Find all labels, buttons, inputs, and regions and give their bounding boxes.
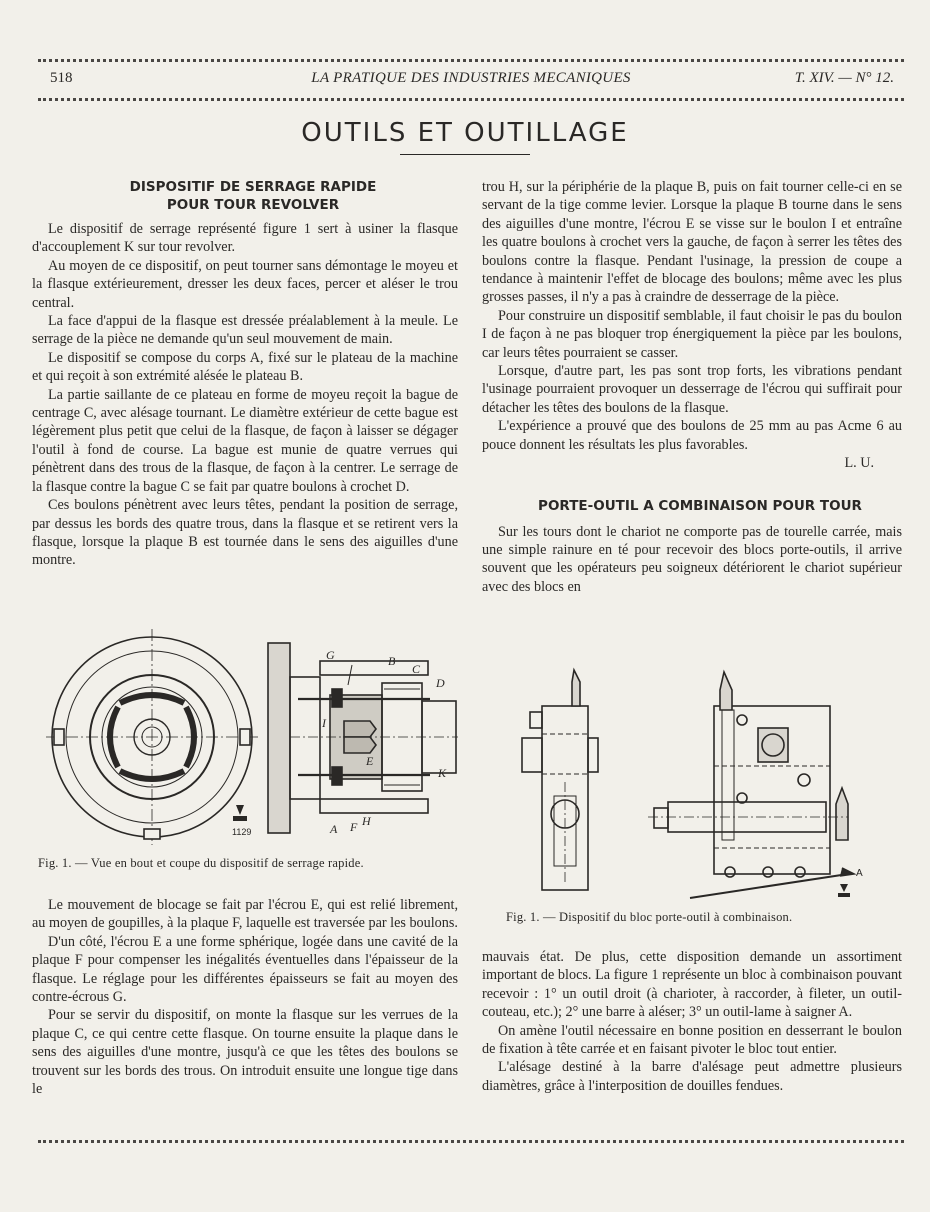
fig-label-a: A — [330, 822, 338, 836]
fig-label-g: G — [326, 648, 335, 662]
tool-holder-figure — [518, 662, 902, 902]
paragraph: Sur les tours dont le chariot ne comporte pas de tourelle carrée, mais une simple rainure en té pour recevoir des blocs porte-outils, il arrive souvent que les opérateurs peu soigneux détériorent le chariot supérieur avec des blocs en — [482, 523, 902, 595]
fig-label-k: K — [438, 766, 447, 780]
paragraph: Ces boulons pénètrent avec leurs têtes, pendant la position de serrage, par dessus les bords des quatre trous, dans la flasque et se retirent vers la flasque, lorsque la plaque B est tournée dans le sens des aiguilles d'une montre. — [32, 497, 458, 569]
publisher-monogram-icon — [233, 805, 247, 821]
page-number: 518 — [50, 70, 73, 86]
fig-label-f: F — [350, 820, 358, 834]
volume-issue: T. XIV. — N° 12. — [794, 70, 894, 86]
paragraph: mauvais état. De plus, cette disposition demande un assortiment important de blocs. La figure 1 représente un bloc à combinaison pouvant recevoir : 1° un outil droit (à charioter, à raccorder, à fileter, un outil-couteau, etc.); 2° une barre à aléser; 3° un outil-lame à saigner A. — [482, 949, 902, 1021]
tool-holder-front-view — [648, 672, 854, 898]
fig-label-h: H — [362, 814, 371, 828]
fig-label-c: C — [412, 662, 421, 676]
running-header — [40, 66, 902, 90]
figure-number: 1129 — [232, 827, 252, 837]
paragraph: trou H, sur la périphérie de la plaque B, puis on fait tourner celle-ci en se servant de la tige comme levier. Lorsque la plaque B tourne dans le sens des aiguilles d'une montre, l'écrou E se visse sur le boulon I et entraîne les quatre boulons à crochet vers la gauche, de façon à serrer les têtes des boulons contre la flasque. Pendant l'usinage, la pression de coupe a tendance à maintenir l'effet de blocage des boulons; même avec les plus grosses passes, il n'y a pas à craindre de desserrage de la pièce. — [482, 179, 902, 306]
paragraph: Pour construire un dispositif semblable, il faut choisir le pas du boulon I de façon à ne pas bloquer trop énergiquement la pièce par les boulons, car leurs têtes pourraient se casser. — [482, 307, 902, 361]
fig-label-b: B — [388, 654, 396, 668]
fig-label-d: D — [436, 676, 445, 690]
article1-title-line1: DISPOSITIF DE SERRAGE RAPIDE — [129, 179, 377, 195]
paragraph: Le dispositif se compose du corps A, fixé sur le plateau de la machine et qui reçoit à son extrémité alésée le plateau B. — [32, 349, 458, 385]
left-column-top — [32, 178, 458, 570]
paragraph: D'un côté, l'écrou E a une forme sphérique, logée dans une cavité de la plaque F pour compenser les inégalités éventuelles dans l'épaisseur de la flasque. Le réglage pour les différentes épaisseurs se fait au moyen des contre-écrous G. — [32, 933, 458, 1006]
right-column-bottom — [482, 948, 902, 1095]
figure2-caption: Fig. 1. — Dispositif du bloc porte-outil à combinaison. — [506, 910, 793, 924]
tool-holder-side-view — [522, 670, 598, 890]
section-title: OUTILS ET OUTILLAGE — [301, 118, 629, 148]
fig-label-i: I — [322, 716, 326, 730]
section-view — [268, 643, 458, 833]
paragraph: La partie saillante de ce plateau en forme de moyeu reçoit la bague de centrage C, avec alésage tournant. Le diamètre extérieur de cette bague est légèrement plus petit que celui de la flasque, de façon à laisser se dégager l'outil à fond de course. La bague est munie de quatre verrues qui pénètrent dans des trous de la flasque, de façon à la centrer. Le serrage de la flasque contre la bague C se fait par quatre boulons à crochet D. — [32, 386, 458, 495]
paragraph: On amène l'outil nécessaire en bonne position en desserrant le boulon de fixation à tête carrée et en faisant pivoter le bloc tout entier. — [482, 1022, 902, 1058]
paragraph: Le dispositif de serrage représenté figure 1 sert à usiner la flasque d'accouplement K sur tour revolver. — [32, 221, 458, 256]
clamping-device-figure — [40, 625, 460, 850]
paragraph: Pour se servir du dispositif, on monte la flasque sur les verrues de la plaque C, ce qui centre cette flasque. On tourne ensuite la plaque dans le sens des aiguilles d'une montre, jusqu'à ce que les têtes des boulons se trouvent sur les bords des trous. On introduit ensuite une longue tige dans le — [32, 1007, 458, 1098]
paragraph: Au moyen de ce dispositif, on peut tourner sans démontage le moyeu et la flasque extérieurement, dresser les deux faces, percer et aléser le trou central. — [32, 257, 458, 311]
header-bottom-rule — [38, 98, 904, 101]
paragraph: L'alésage destiné à la barre d'alésage peut admettre plusieurs diamètres, grâce à l'interposition de douilles fendues. — [482, 1059, 902, 1094]
footer-rule — [38, 1140, 904, 1143]
header-top-rule — [38, 59, 904, 62]
article1-title-line2: POUR TOUR REVOLVER — [166, 197, 340, 213]
paragraph: L'expérience a prouvé que des boulons de 25 mm au pas Acme 6 au pouce donnent les résultats les plus favorables. — [482, 418, 902, 453]
left-column-bottom — [32, 896, 458, 1098]
publisher-monogram-icon — [838, 884, 850, 897]
paragraph: La face d'appui de la flasque est dressée préalablement à la meule. Le serrage de la pièce ne demande qu'un seul mouvement de main. — [32, 313, 458, 348]
paragraph: Lorsque, d'autre part, les pas sont trop forts, les vibrations pendant l'usinage pourraient provoquer un desserrage de l'écrou qui suffirait pour détacher les têtes des boulons de la flasque. — [482, 363, 902, 416]
signature: L. U. — [844, 455, 874, 472]
fig-label-e: E — [366, 754, 374, 768]
fig2-label-a: A — [856, 868, 863, 879]
right-column-top — [482, 178, 902, 596]
article2-title: PORTE-OUTIL A COMBINAISON POUR TOUR — [538, 497, 862, 514]
section-title-rule — [400, 154, 530, 155]
figure1-caption: Fig. 1. — Vue en bout et coupe du dispositif de serrage rapide. — [38, 856, 364, 870]
paragraph: Le mouvement de blocage se fait par l'écrou E, qui est relié librement, au moyen de goupilles, à la plaque F, laquelle est traversée par les boulons. — [32, 897, 458, 932]
running-title: LA PRATIQUE DES INDUSTRIES MECANIQUES — [311, 70, 631, 86]
